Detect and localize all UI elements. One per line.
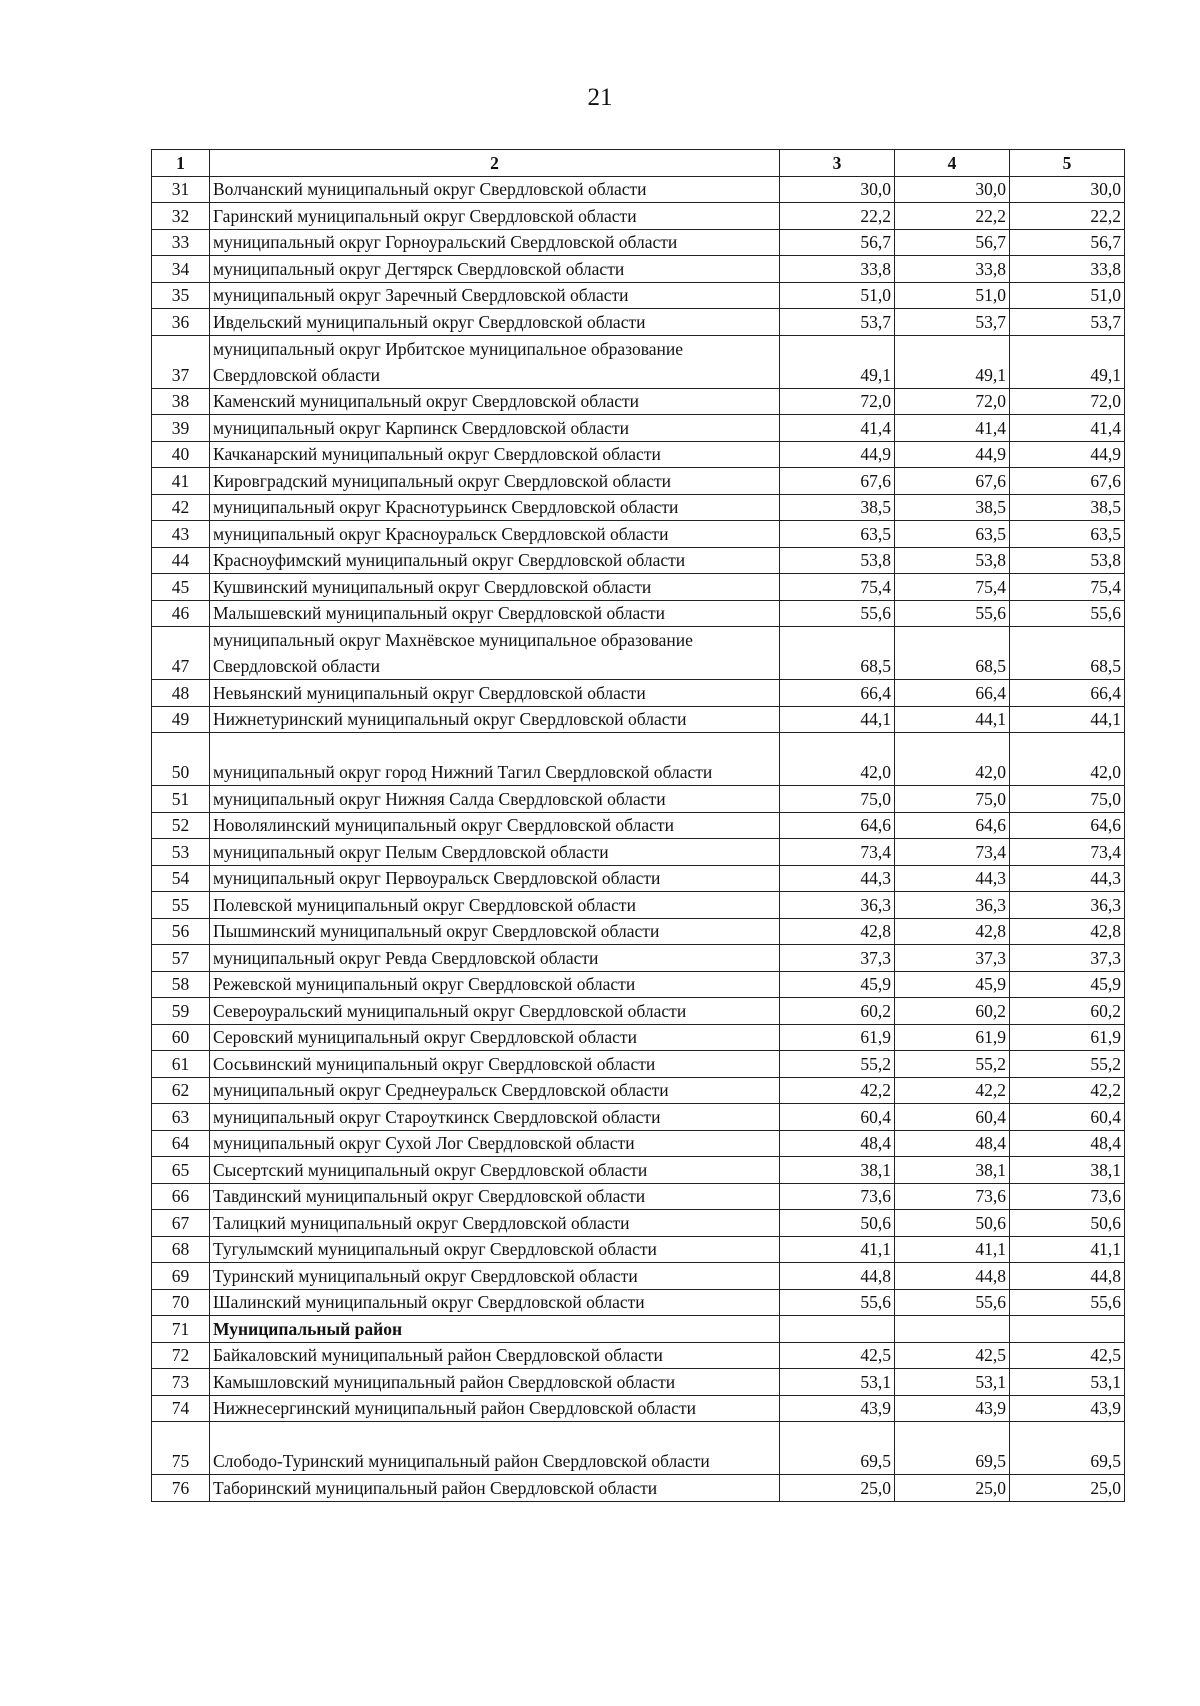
row-number-cell: 43	[152, 521, 210, 548]
value-cell-col4: 38,1	[895, 1157, 1010, 1184]
table-row	[152, 1183, 1125, 1210]
value-cell-col3: 44,3	[780, 865, 895, 892]
value-cell-col5: 73,4	[1010, 839, 1125, 866]
table-row	[152, 176, 1125, 203]
value-cell-col5: 55,6	[1010, 1289, 1125, 1316]
table-row	[152, 309, 1125, 336]
row-number-cell: 45	[152, 574, 210, 601]
value-cell-col5: 53,8	[1010, 547, 1125, 574]
value-cell-col5: 68,5	[1010, 627, 1125, 680]
value-cell-col5: 42,0	[1010, 733, 1125, 786]
table-row	[152, 1104, 1125, 1131]
value-cell-col4: 44,3	[895, 865, 1010, 892]
municipality-name-cell: Тугулымский муниципальный округ Свердловской области	[210, 1236, 780, 1263]
municipality-name-cell: муниципальный округ Сухой Лог Свердловской области	[210, 1130, 780, 1157]
value-cell-col4: 63,5	[895, 521, 1010, 548]
row-number-cell: 37	[152, 335, 210, 388]
row-number-cell: 38	[152, 388, 210, 415]
value-cell-col3: 55,2	[780, 1051, 895, 1078]
table-row	[152, 1210, 1125, 1237]
value-cell-col5: 56,7	[1010, 229, 1125, 256]
value-cell-col4: 68,5	[895, 627, 1010, 680]
row-number-cell: 53	[152, 839, 210, 866]
municipality-name-cell: Сосьвинский муниципальный округ Свердловской области	[210, 1051, 780, 1078]
value-cell-col4: 61,9	[895, 1024, 1010, 1051]
value-cell-col5: 36,3	[1010, 892, 1125, 919]
municipality-name-cell: Нижнесергинский муниципальный район Свердловской области	[210, 1395, 780, 1422]
value-cell-col3: 38,1	[780, 1157, 895, 1184]
municipality-name-cell: Малышевский муниципальный округ Свердловской области	[210, 600, 780, 627]
row-number-cell: 74	[152, 1395, 210, 1422]
table-row	[152, 256, 1125, 283]
value-cell-col3: 42,2	[780, 1077, 895, 1104]
table-row	[152, 786, 1125, 813]
row-number-cell: 34	[152, 256, 210, 283]
row-number-cell: 73	[152, 1369, 210, 1396]
value-cell-col3: 61,9	[780, 1024, 895, 1051]
value-cell-col3: 55,6	[780, 600, 895, 627]
value-cell-col5: 60,4	[1010, 1104, 1125, 1131]
table-row	[152, 1342, 1125, 1369]
municipality-name-cell: Байкаловский муниципальный район Свердловской области	[210, 1342, 780, 1369]
row-number-cell: 67	[152, 1210, 210, 1237]
row-number-cell: 48	[152, 680, 210, 707]
municipality-name-cell: Каменский муниципальный округ Свердловской области	[210, 388, 780, 415]
table-row	[152, 547, 1125, 574]
value-cell-col5: 42,5	[1010, 1342, 1125, 1369]
municipality-name-cell: Нижнетуринский муниципальный округ Свердловской области	[210, 706, 780, 733]
value-cell-col3: 63,5	[780, 521, 895, 548]
value-cell-col4	[895, 1316, 1010, 1343]
value-cell-col3: 42,5	[780, 1342, 895, 1369]
row-number-cell: 41	[152, 468, 210, 495]
row-number-cell: 58	[152, 971, 210, 998]
row-number-cell: 60	[152, 1024, 210, 1051]
row-number-cell: 61	[152, 1051, 210, 1078]
value-cell-col3: 42,0	[780, 733, 895, 786]
value-cell-col3	[780, 1316, 895, 1343]
value-cell-col5: 67,6	[1010, 468, 1125, 495]
value-cell-col5: 33,8	[1010, 256, 1125, 283]
value-cell-col5: 61,9	[1010, 1024, 1125, 1051]
municipality-name-cell: Шалинский муниципальный округ Свердловской области	[210, 1289, 780, 1316]
value-cell-col4: 55,6	[895, 600, 1010, 627]
municipality-name-cell: муниципальный округ Красноуральск Свердловской области	[210, 521, 780, 548]
value-cell-col3: 73,6	[780, 1183, 895, 1210]
row-number-cell: 50	[152, 733, 210, 786]
header-cell-1: 1	[152, 150, 210, 177]
value-cell-col4: 38,5	[895, 494, 1010, 521]
value-cell-col3: 42,8	[780, 918, 895, 945]
row-number-cell: 56	[152, 918, 210, 945]
value-cell-col4: 43,9	[895, 1395, 1010, 1422]
value-cell-col3: 41,4	[780, 415, 895, 442]
header-row	[152, 150, 1125, 177]
value-cell-col3: 45,9	[780, 971, 895, 998]
value-cell-col3: 64,6	[780, 812, 895, 839]
value-cell-col5: 53,1	[1010, 1369, 1125, 1396]
value-cell-col4: 73,4	[895, 839, 1010, 866]
table-row	[152, 1263, 1125, 1290]
value-cell-col3: 41,1	[780, 1236, 895, 1263]
table-row	[152, 627, 1125, 680]
table-row	[152, 1289, 1125, 1316]
value-cell-col4: 42,8	[895, 918, 1010, 945]
table-row	[152, 415, 1125, 442]
value-cell-col4: 55,2	[895, 1051, 1010, 1078]
value-cell-col4: 41,1	[895, 1236, 1010, 1263]
value-cell-col5: 42,8	[1010, 918, 1125, 945]
data-table	[151, 149, 1125, 1502]
municipality-name-cell: Качканарский муниципальный округ Свердловской области	[210, 441, 780, 468]
value-cell-col5: 49,1	[1010, 335, 1125, 388]
value-cell-col4: 67,6	[895, 468, 1010, 495]
municipality-name-cell: муниципальный округ Ирбитское муниципальное образование Свердловской области	[210, 335, 780, 388]
table-row	[152, 892, 1125, 919]
table-row	[152, 839, 1125, 866]
row-number-cell: 76	[152, 1475, 210, 1502]
value-cell-col3: 50,6	[780, 1210, 895, 1237]
row-number-cell: 33	[152, 229, 210, 256]
value-cell-col5: 53,7	[1010, 309, 1125, 336]
value-cell-col4: 25,0	[895, 1475, 1010, 1502]
municipality-name-cell: Кировградский муниципальный округ Свердловской области	[210, 468, 780, 495]
value-cell-col4: 45,9	[895, 971, 1010, 998]
municipality-name-cell: Североуральский муниципальный округ Свердловской области	[210, 998, 780, 1025]
value-cell-col4: 75,4	[895, 574, 1010, 601]
row-number-cell: 63	[152, 1104, 210, 1131]
value-cell-col5: 43,9	[1010, 1395, 1125, 1422]
table-row	[152, 733, 1125, 786]
table-row	[152, 282, 1125, 309]
value-cell-col3: 22,2	[780, 203, 895, 230]
value-cell-col5: 73,6	[1010, 1183, 1125, 1210]
value-cell-col4: 60,4	[895, 1104, 1010, 1131]
value-cell-col3: 33,8	[780, 256, 895, 283]
row-number-cell: 47	[152, 627, 210, 680]
value-cell-col4: 44,8	[895, 1263, 1010, 1290]
value-cell-col3: 53,1	[780, 1369, 895, 1396]
value-cell-col5: 22,2	[1010, 203, 1125, 230]
value-cell-col3: 60,2	[780, 998, 895, 1025]
value-cell-col5: 41,1	[1010, 1236, 1125, 1263]
row-number-cell: 39	[152, 415, 210, 442]
table-row	[152, 998, 1125, 1025]
row-number-cell: 40	[152, 441, 210, 468]
value-cell-col5: 38,5	[1010, 494, 1125, 521]
row-number-cell: 62	[152, 1077, 210, 1104]
value-cell-col5: 41,4	[1010, 415, 1125, 442]
value-cell-col5: 55,2	[1010, 1051, 1125, 1078]
municipality-name-cell: муниципальный округ Среднеуральск Свердловской области	[210, 1077, 780, 1104]
table-row	[152, 468, 1125, 495]
municipality-name-cell: муниципальный округ город Нижний Тагил Свердловской области	[210, 733, 780, 786]
value-cell-col4: 75,0	[895, 786, 1010, 813]
value-cell-col3: 68,5	[780, 627, 895, 680]
municipality-name-cell: муниципальный округ Дегтярск Свердловской области	[210, 256, 780, 283]
value-cell-col5: 75,4	[1010, 574, 1125, 601]
value-cell-col5: 44,8	[1010, 1263, 1125, 1290]
table-body	[152, 176, 1125, 1501]
row-number-cell: 59	[152, 998, 210, 1025]
value-cell-col3: 73,4	[780, 839, 895, 866]
value-cell-col4: 72,0	[895, 388, 1010, 415]
value-cell-col4: 50,6	[895, 1210, 1010, 1237]
value-cell-col4: 55,6	[895, 1289, 1010, 1316]
header-cell-3: 3	[780, 150, 895, 177]
table-row	[152, 812, 1125, 839]
value-cell-col4: 30,0	[895, 176, 1010, 203]
table-row	[152, 945, 1125, 972]
value-cell-col5: 25,0	[1010, 1475, 1125, 1502]
value-cell-col5: 55,6	[1010, 600, 1125, 627]
value-cell-col3: 53,8	[780, 547, 895, 574]
table-row	[152, 1157, 1125, 1184]
municipality-name-cell: муниципальный округ Нижняя Салда Свердловской области	[210, 786, 780, 813]
value-cell-col4: 41,4	[895, 415, 1010, 442]
value-cell-col4: 42,2	[895, 1077, 1010, 1104]
municipality-name-cell: Камышловский муниципальный район Свердловской области	[210, 1369, 780, 1396]
value-cell-col3: 53,7	[780, 309, 895, 336]
municipality-name-cell: Полевской муниципальный округ Свердловской области	[210, 892, 780, 919]
table-row	[152, 1369, 1125, 1396]
value-cell-col4: 37,3	[895, 945, 1010, 972]
table-row	[152, 1236, 1125, 1263]
value-cell-col3: 48,4	[780, 1130, 895, 1157]
municipality-name-cell: Красноуфимский муниципальный округ Свердловской области	[210, 547, 780, 574]
municipality-name-cell: муниципальный округ Ревда Свердловской области	[210, 945, 780, 972]
table-row	[152, 1422, 1125, 1475]
table-row	[152, 865, 1125, 892]
municipality-name-cell: Муниципальный район	[210, 1316, 780, 1343]
row-number-cell: 57	[152, 945, 210, 972]
value-cell-col4: 48,4	[895, 1130, 1010, 1157]
municipality-name-cell: Серовский муниципальный округ Свердловской области	[210, 1024, 780, 1051]
table-row	[152, 441, 1125, 468]
value-cell-col5: 30,0	[1010, 176, 1125, 203]
row-number-cell: 36	[152, 309, 210, 336]
municipality-name-cell: муниципальный округ Махнёвское муниципальное образование Свердловской области	[210, 627, 780, 680]
value-cell-col3: 30,0	[780, 176, 895, 203]
value-cell-col4: 33,8	[895, 256, 1010, 283]
row-number-cell: 64	[152, 1130, 210, 1157]
row-number-cell: 31	[152, 176, 210, 203]
municipality-name-cell: муниципальный округ Краснотурьинск Свердловской области	[210, 494, 780, 521]
value-cell-col4: 53,8	[895, 547, 1010, 574]
value-cell-col3: 72,0	[780, 388, 895, 415]
value-cell-col5: 66,4	[1010, 680, 1125, 707]
table-row	[152, 706, 1125, 733]
row-number-cell: 44	[152, 547, 210, 574]
value-cell-col3: 60,4	[780, 1104, 895, 1131]
value-cell-col3: 66,4	[780, 680, 895, 707]
row-number-cell: 66	[152, 1183, 210, 1210]
municipality-name-cell: муниципальный округ Карпинск Свердловской области	[210, 415, 780, 442]
table-row	[152, 229, 1125, 256]
municipality-name-cell: муниципальный округ Староуткинск Свердловской области	[210, 1104, 780, 1131]
table-row	[152, 1316, 1125, 1343]
row-number-cell: 51	[152, 786, 210, 813]
value-cell-col4: 60,2	[895, 998, 1010, 1025]
value-cell-col4: 66,4	[895, 680, 1010, 707]
row-number-cell: 69	[152, 1263, 210, 1290]
value-cell-col4: 42,5	[895, 1342, 1010, 1369]
value-cell-col5: 50,6	[1010, 1210, 1125, 1237]
value-cell-col4: 44,1	[895, 706, 1010, 733]
table-row	[152, 1395, 1125, 1422]
value-cell-col3: 43,9	[780, 1395, 895, 1422]
table-row	[152, 971, 1125, 998]
value-cell-col3: 51,0	[780, 282, 895, 309]
row-number-cell: 71	[152, 1316, 210, 1343]
municipality-name-cell: Слободо-Туринский муниципальный район Свердловской области	[210, 1422, 780, 1475]
header-cell-2: 2	[210, 150, 780, 177]
value-cell-col4: 69,5	[895, 1422, 1010, 1475]
row-number-cell: 42	[152, 494, 210, 521]
table-row	[152, 680, 1125, 707]
value-cell-col3: 49,1	[780, 335, 895, 388]
municipality-name-cell: Туринский муниципальный округ Свердловской области	[210, 1263, 780, 1290]
header-cell-4: 4	[895, 150, 1010, 177]
table-row	[152, 1077, 1125, 1104]
value-cell-col5: 69,5	[1010, 1422, 1125, 1475]
value-cell-col5: 44,9	[1010, 441, 1125, 468]
table-row	[152, 574, 1125, 601]
row-number-cell: 70	[152, 1289, 210, 1316]
municipality-name-cell: Сысертский муниципальный округ Свердловской области	[210, 1157, 780, 1184]
value-cell-col4: 22,2	[895, 203, 1010, 230]
value-cell-col3: 25,0	[780, 1475, 895, 1502]
municipality-name-cell: Кушвинский муниципальный округ Свердловской области	[210, 574, 780, 601]
value-cell-col4: 49,1	[895, 335, 1010, 388]
table-row	[152, 494, 1125, 521]
value-cell-col3: 56,7	[780, 229, 895, 256]
value-cell-col5: 72,0	[1010, 388, 1125, 415]
row-number-cell: 49	[152, 706, 210, 733]
table-row	[152, 203, 1125, 230]
value-cell-col4: 73,6	[895, 1183, 1010, 1210]
value-cell-col5: 42,2	[1010, 1077, 1125, 1104]
municipality-name-cell: Талицкий муниципальный округ Свердловской области	[210, 1210, 780, 1237]
value-cell-col3: 69,5	[780, 1422, 895, 1475]
header-cell-5: 5	[1010, 150, 1125, 177]
table-row	[152, 335, 1125, 388]
municipality-name-cell: Волчанский муниципальный округ Свердловской области	[210, 176, 780, 203]
value-cell-col3: 67,6	[780, 468, 895, 495]
table-row	[152, 1475, 1125, 1502]
row-number-cell: 68	[152, 1236, 210, 1263]
value-cell-col4: 53,7	[895, 309, 1010, 336]
row-number-cell: 75	[152, 1422, 210, 1475]
municipality-name-cell: Тавдинский муниципальный округ Свердловской области	[210, 1183, 780, 1210]
municipality-name-cell: Таборинский муниципальный район Свердловской области	[210, 1475, 780, 1502]
value-cell-col5: 38,1	[1010, 1157, 1125, 1184]
value-cell-col4: 53,1	[895, 1369, 1010, 1396]
row-number-cell: 55	[152, 892, 210, 919]
value-cell-col5: 44,1	[1010, 706, 1125, 733]
value-cell-col4: 56,7	[895, 229, 1010, 256]
value-cell-col5: 45,9	[1010, 971, 1125, 998]
value-cell-col3: 38,5	[780, 494, 895, 521]
value-cell-col3: 44,9	[780, 441, 895, 468]
value-cell-col5	[1010, 1316, 1125, 1343]
value-cell-col4: 51,0	[895, 282, 1010, 309]
row-number-cell: 46	[152, 600, 210, 627]
value-cell-col3: 55,6	[780, 1289, 895, 1316]
row-number-cell: 72	[152, 1342, 210, 1369]
row-number-cell: 52	[152, 812, 210, 839]
row-number-cell: 35	[152, 282, 210, 309]
value-cell-col5: 48,4	[1010, 1130, 1125, 1157]
value-cell-col5: 37,3	[1010, 945, 1125, 972]
value-cell-col3: 36,3	[780, 892, 895, 919]
row-number-cell: 65	[152, 1157, 210, 1184]
municipality-name-cell: Пышминский муниципальный округ Свердловской области	[210, 918, 780, 945]
municipality-name-cell: муниципальный округ Пелым Свердловской области	[210, 839, 780, 866]
table-row	[152, 918, 1125, 945]
municipality-name-cell: муниципальный округ Заречный Свердловской области	[210, 282, 780, 309]
municipality-name-cell: Ивдельский муниципальный округ Свердловской области	[210, 309, 780, 336]
value-cell-col3: 75,0	[780, 786, 895, 813]
municipality-name-cell: Режевской муниципальный округ Свердловской области	[210, 971, 780, 998]
value-cell-col5: 60,2	[1010, 998, 1125, 1025]
municipality-name-cell: Новолялинский муниципальный округ Свердловской области	[210, 812, 780, 839]
row-number-cell: 32	[152, 203, 210, 230]
row-number-cell: 54	[152, 865, 210, 892]
municipality-name-cell: Гаринский муниципальный округ Свердловской области	[210, 203, 780, 230]
value-cell-col3: 37,3	[780, 945, 895, 972]
value-cell-col5: 51,0	[1010, 282, 1125, 309]
table-row	[152, 521, 1125, 548]
table-row	[152, 388, 1125, 415]
value-cell-col4: 42,0	[895, 733, 1010, 786]
value-cell-col5: 75,0	[1010, 786, 1125, 813]
table-row	[152, 600, 1125, 627]
value-cell-col5: 63,5	[1010, 521, 1125, 548]
table-row	[152, 1024, 1125, 1051]
value-cell-col4: 44,9	[895, 441, 1010, 468]
value-cell-col3: 44,8	[780, 1263, 895, 1290]
value-cell-col4: 36,3	[895, 892, 1010, 919]
value-cell-col3: 75,4	[780, 574, 895, 601]
table-row	[152, 1130, 1125, 1157]
value-cell-col4: 64,6	[895, 812, 1010, 839]
municipality-name-cell: Невьянский муниципальный округ Свердловской области	[210, 680, 780, 707]
value-cell-col5: 64,6	[1010, 812, 1125, 839]
municipality-name-cell: муниципальный округ Первоуральск Свердловской области	[210, 865, 780, 892]
municipality-name-cell: муниципальный округ Горноуральский Свердловской области	[210, 229, 780, 256]
value-cell-col5: 44,3	[1010, 865, 1125, 892]
table-row	[152, 1051, 1125, 1078]
page-number: 21	[587, 84, 613, 111]
value-cell-col3: 44,1	[780, 706, 895, 733]
